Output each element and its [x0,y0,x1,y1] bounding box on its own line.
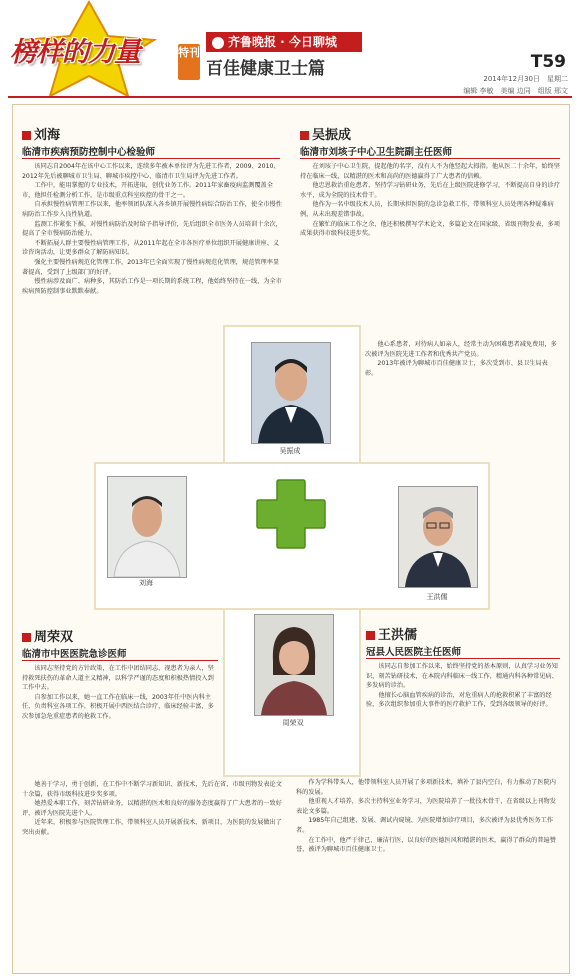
section-subtitle: 百佳健康卫士篇 [206,59,325,79]
zhou-name: 周荣双 [34,630,74,645]
date-line: 2014年12月30日 星期二 [483,75,568,83]
zhou-article-bottom [22,780,286,964]
red-square-icon [22,633,31,642]
liu-name-heading [22,124,60,143]
wu-name: 吴振成 [312,128,352,143]
wu-name-heading [300,124,351,143]
liu-paragraph: 不断拓展人群主要慢性病管理工作，从2011年起在全市各医疗单位组织开展健康讲座、义诊咨询活动，让更多群众了解防病知识。 [22,239,280,257]
page-number: T59 [530,52,566,72]
wang-paragraph: 他擅长心脑血管疾病的诊治，对危重病人的抢救积累了丰富的经验，多次组织参加重大事件的医疗救护工作，受到各级领导的好评。 [366,691,552,709]
wu-paragraph: 他作为一名中级技术人员，长期承担医院的急诊急救工作，带领科室人员处理各种疑难病例，从未出现差错事故。 [300,201,554,218]
caption-liu: 刘海 [139,579,153,587]
wu-paragraph: 在刘垓子中心卫生院，提起他的名字，没有人不为他竖起大拇指。他从医二十余年，始终坚持在临床一线，以精湛的医术和高尚的医德赢得了广大患者的信赖。 [300,163,560,180]
portrait-zhou [254,614,334,716]
liu-rule [22,158,280,159]
zhou-title: 临清市中医医院急诊医师 [22,649,127,660]
caption-wu: 吴振成 [279,447,301,455]
wang-article-top [366,662,560,774]
zhou-paragraph: 她善于学习，勇于创新，在工作中不断学习新知识、新技术，先后在省、市级刊物发表论文十余篇，获得市级科技进步奖多项。 [22,781,282,798]
wu-paragraph: 2013年被评为聊城市百佳健康卫士，多次受到市、县卫生局表彰。 [365,360,548,377]
wang-rule [366,658,560,659]
liu-paragraph: 强化主要慢性病规范化管理工作，2013年已全面实现了慢性病规范化管理，规范管理率显著提高，受到了上级部门的好评。 [22,258,280,276]
wu-paragraph: 他忠恩救治重危患者，坚持学习钻研业务，先后在上级医院进修学习，不断提高自身的诊疗水平，成为全院的技术骨干。 [300,182,560,199]
red-square-icon [22,131,31,140]
zhou-article-top [22,664,218,776]
liu-name: 刘海 [34,128,61,143]
zhou-paragraph: 她热爱本职工作，刻苦钻研业务，以精湛的医术和良好的服务态度赢得了广大患者的一致好评，被评为医院先进个人。 [22,800,282,817]
wu-article-bottom [365,340,560,458]
wang-paragraph: 作为学科带头人，他带领科室人员开展了多项新技术，填补了县内空白，有力推动了医院内科的发展。 [296,779,556,796]
wu-rule [300,158,560,159]
zhou-paragraph: 该同志坚持党的方针政策，在工作中团结同志，视患者为亲人，坚持救死扶伤的革命人道主义精神，以科学严谨的态度和积极热情投入到工作中去。 [22,665,214,692]
paper-logo-icon [212,37,224,49]
editor-line: 编辑 李敏 美编 边同 组版 邢文 [463,87,568,95]
caption-zhou: 周荣双 [282,719,304,727]
zhou-name-heading [22,626,73,645]
wu-paragraph: 他心系患者，对待病人如亲人，经常主动为困难患者减免费用，多次被评为医院先进工作者和优秀共产党员。 [365,341,557,358]
zhou-rule [22,660,218,661]
wang-name-heading [366,624,417,643]
wang-paragraph: 他重视人才培养，多次主持科室业务学习，为医院培养了一批技术骨干，在省级以上刊物发表论文多篇。 [296,798,556,815]
newspaper-name [206,32,362,52]
wang-title: 冠县人民医院主任医师 [366,647,462,658]
wu-article-top [300,162,560,338]
portrait-wang [398,486,478,588]
caption-wang: 王洪儒 [426,593,448,601]
page-header [0,0,580,100]
wu-paragraph: 在繁忙的临床工作之余，他还积极撰写学术论文，多篇论文在国家级、省级刊物发表，多项成果获得市级科技进步奖。 [300,220,560,238]
green-cross-icon [255,478,327,550]
wang-paragraph: 1985年自己组建、发展、调试内窥镜、为医院增加诊疗项目，多次被评为县优秀医务工作者。 [296,817,554,834]
liu-paragraph: 工作中，能用掌握的专业技术，开拓进取，创优业务工作。2011年家畜疫病监测覆盖全市，他担任检测分析工作，是市级重点科室疾控的骨干之一。 [22,182,273,199]
red-square-icon [300,131,309,140]
banner-title: 榜样的力量 [10,37,140,68]
wang-paragraph: 该同志自参加工作以来，始终坚持党的基本原则，认真学习业务知识，刻苦钻研技术，在本院内科临床一线工作，精通内科各种常见病、多发病的诊治。 [366,663,558,690]
liu-article [22,162,284,462]
zhou-paragraph: 自参加工作以来，她一直工作在临床一线，2003年任中医内科主任，负责科室各项工作，积极开展中西医结合诊疗，临床经验丰富，多次参加急危重症患者的抢救工作。 [22,693,214,720]
liu-paragraph: 监测工作紧张下推，对慢性病防治及时给予指导评价，先后组织全市医务人员培训十余次，提高了全市慢病防治能力。 [22,220,282,238]
paper-name-text: 齐鲁晚报 · 今日聊城 [228,35,337,49]
liu-title: 临清市疾病预防控制中心检验师 [22,147,156,158]
wang-paragraph: 在工作中，他严于律己，廉洁行医，以良好的医德医风和精湛的医术，赢得了群众的普遍赞誉，被评为聊城市百佳健康卫士。 [296,836,556,854]
portrait-liu [107,476,187,578]
wu-title: 临清市刘垓子中心卫生院副主任医师 [300,147,453,158]
red-square-icon [366,631,375,640]
liu-paragraph: 慢性病涉及面广、病种多，其防治工作是一项长期的系统工程，他始终坚持在一线，为全市疾病预防控制事业默默奉献。 [22,278,282,295]
liu-paragraph: 自承担慢性病管理工作以来，他率领团队深入各乡镇开展慢性病综合防治工作，使全市慢性病防治工作步入良性轨道。 [22,201,282,218]
liu-paragraph: 该同志自2004年在该中心工作以来，连续多年被本单位评为先进工作者，2009、2010、2012年先后被聊城市卫生局、聊城市疾控中心、临清市卫生局评为先进工作者。 [22,163,280,180]
header-rule [8,96,572,98]
wang-article-bottom [296,778,560,964]
special-badge: 特刊 [178,44,200,80]
zhou-paragraph: 近年来，积极参与医院管理工作，带领科室人员开展新技术、新项目，为医院的发展做出了突出贡献。 [22,819,282,836]
wang-name: 王洪儒 [378,628,418,643]
